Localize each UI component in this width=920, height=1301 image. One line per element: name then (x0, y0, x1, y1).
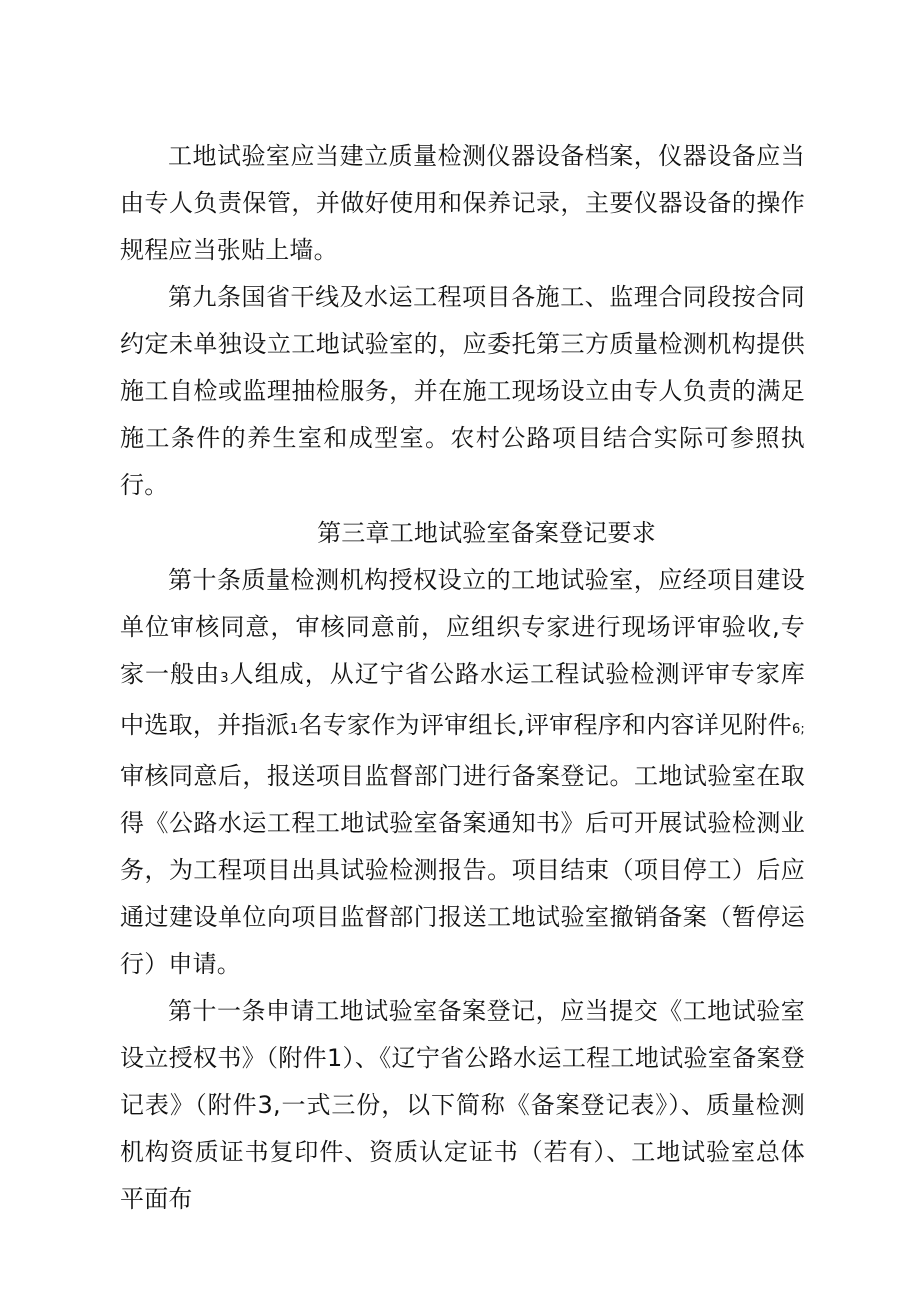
article-10-text-4: 审核同意后，报送项目监督部门进行备案登记。工地试验室在取得《公路水运工程工地试验室备案通知书》后可开展试验检测业务，为工程项目出具试验检测报告。项目结束（项目停工）后应通过建设单位向项目监督部门报送工地试验室撤销备案（暂停运行）申请。 (120, 762, 805, 978)
article-10-num-leader: 1 (289, 722, 299, 737)
article-10-num-experts: 3 (220, 671, 229, 686)
paragraph-article-11: 第十一条申请工地试验室备案登记，应当提交《工地试验室设立授权书》（附件1）、《辽宁省公路水运工程工地试验室备案登记表》（附件3,一式三份，以下简称《备案登记表》）、质量检测机构资质证书复印件、资质认定证书（若有）、工地试验室总体平面布 (120, 997, 805, 1213)
article-10-text-3: 名专家作为评审组长,评审程序和内容详见附件 (298, 711, 792, 739)
paragraph-article-9: 第九条国省干线及水运工程项目各施工、监理合同段按合同约定未单独设立工地试验室的，应委托第三方质量检测机构提供施工自检或监理抽检服务，并在施工现场设立由专人负责的满足施工条件的养生室和成型室。农村公路项目结合实际可参照执行。 (120, 283, 805, 499)
paragraph-article-10 (120, 557, 805, 988)
chapter-heading: 第三章工地试验室备案登记要求 (317, 519, 656, 547)
paragraph-equipment-archive: 工地试验室应当建立质量检测仪器设备档案，仪器设备应当由专人负责保管，并做好使用和保养记录，主要仪器设备的操作规程应当张贴上墙。 (120, 142, 805, 264)
text-section-top (120, 133, 805, 509)
article-10-text-2: 人组成，从辽宁省公路水运工程试验检测评审专家库中选取，并指派 (120, 660, 805, 739)
text-section-chapter-3 (120, 510, 805, 1223)
article-10-annex-number: 6; (791, 722, 805, 737)
article-10-text-1: 第十条质量检测机构授权设立的工地试验室，应经项目建设单位审核同意，审核同意前，应组织专家进行现场评审验收,专家一般由 (120, 566, 805, 688)
